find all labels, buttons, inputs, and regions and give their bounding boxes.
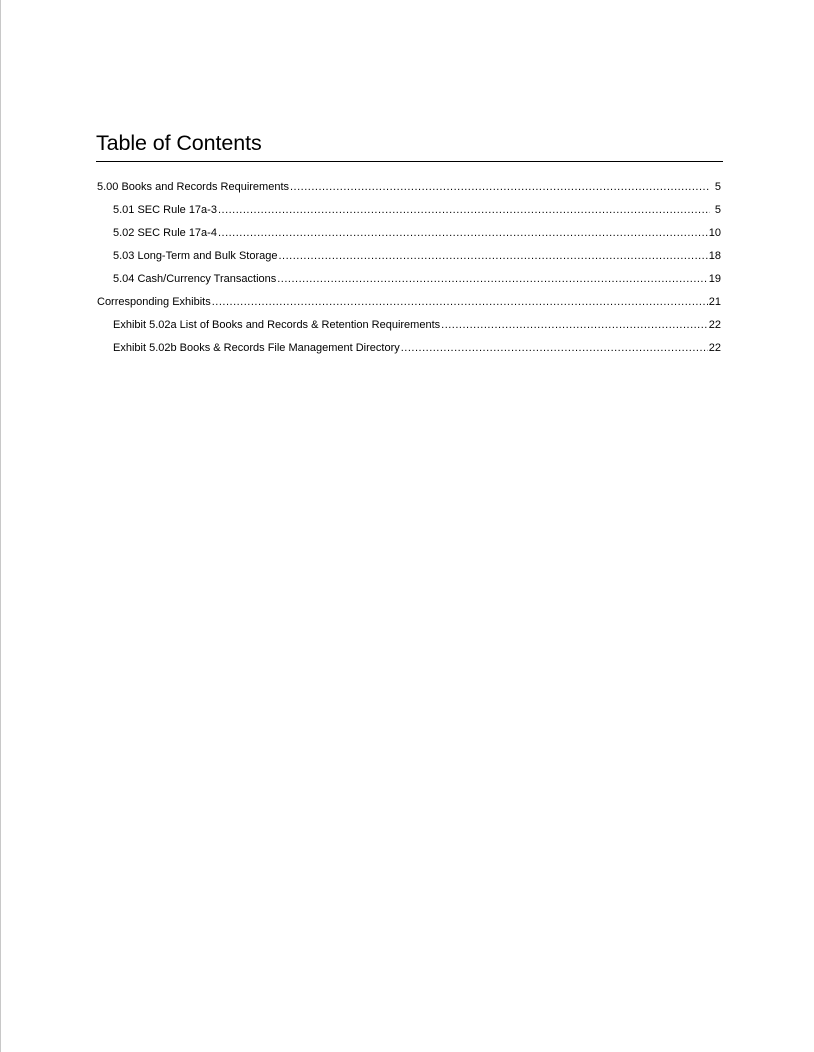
toc-entry-title: 5.01 SEC Rule 17a-3 xyxy=(113,204,217,216)
dot-leader xyxy=(401,338,708,358)
toc-entry-5-03[interactable] xyxy=(96,246,721,269)
dot-leader xyxy=(218,223,708,243)
toc-entry-page: 22 xyxy=(708,342,721,354)
dot-leader xyxy=(279,246,708,266)
toc-entry-5-04[interactable] xyxy=(96,269,721,292)
toc-entry-page: 5 xyxy=(714,181,721,193)
toc-entry-5-01[interactable] xyxy=(96,200,721,223)
toc-entry-5-00[interactable] xyxy=(96,177,721,200)
toc-entry-exhibit-5-02a[interactable] xyxy=(96,315,721,338)
toc-entry-page: 21 xyxy=(708,296,721,308)
toc-list xyxy=(96,177,721,361)
toc-entry-exhibit-5-02b[interactable] xyxy=(96,338,721,361)
dot-leader xyxy=(212,292,708,312)
dot-leader xyxy=(218,200,710,220)
toc-entry-page: 5 xyxy=(714,204,721,216)
toc-entry-title: 5.00 Books and Records Requirements xyxy=(97,181,289,193)
toc-entry-title: 5.02 SEC Rule 17a-4 xyxy=(113,227,217,239)
toc-heading: Table of Contents xyxy=(96,131,262,155)
toc-entry-title: Corresponding Exhibits xyxy=(97,296,211,308)
toc-entry-title: Exhibit 5.02a List of Books and Records & Retention Requirements xyxy=(113,319,441,331)
dot-leader xyxy=(277,269,708,289)
toc-entry-corresponding-exhibits[interactable] xyxy=(96,292,721,315)
dot-leader xyxy=(290,177,710,197)
toc-entry-page: 10 xyxy=(708,227,721,239)
toc-entry-page: 22 xyxy=(708,319,721,331)
heading-underline xyxy=(96,161,723,162)
toc-entry-5-02[interactable] xyxy=(96,223,721,246)
toc-entry-title: Exhibit 5.02b Books & Records File Management Directory xyxy=(113,342,400,354)
toc-entry-page: 18 xyxy=(708,250,721,262)
dot-leader xyxy=(441,315,708,335)
toc-entry-title: 5.03 Long-Term and Bulk Storage xyxy=(113,250,278,262)
toc-entry-page: 19 xyxy=(708,273,721,285)
toc-entry-title: 5.04 Cash/Currency Transactions xyxy=(113,273,277,285)
